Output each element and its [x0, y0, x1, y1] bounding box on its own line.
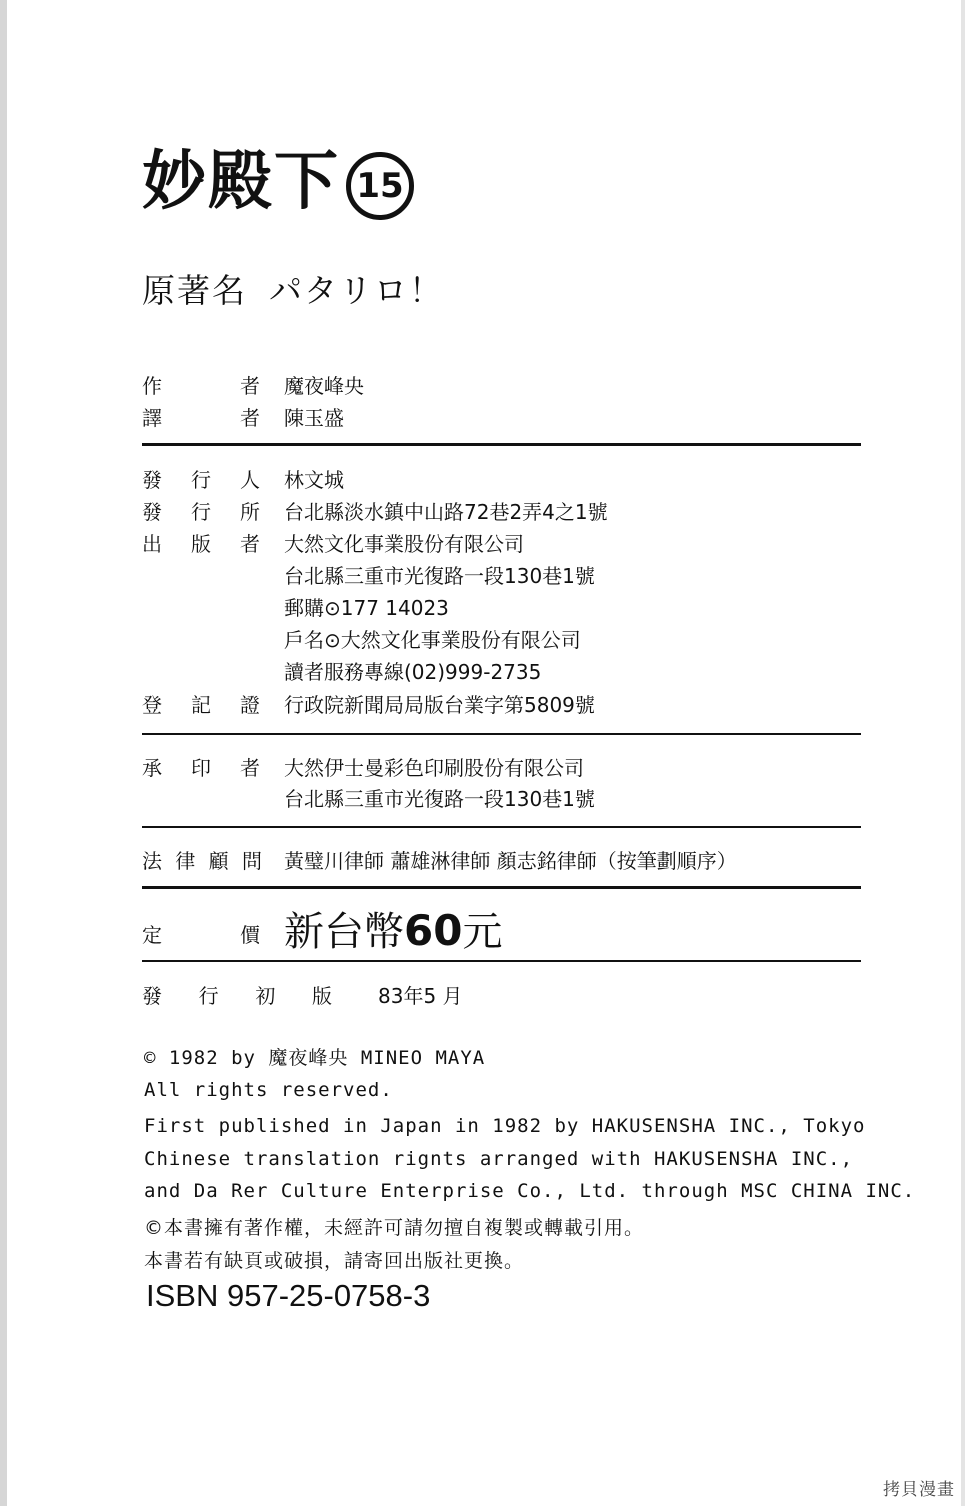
row-label: 登 記 證: [142, 693, 260, 717]
divider: [142, 733, 861, 735]
price-label: 定 價: [142, 923, 260, 947]
credit-label: 譯 者: [142, 406, 260, 430]
divider: [142, 960, 861, 962]
price-value: 新台幣60元: [284, 906, 503, 955]
copyright-line: First published in Japan in 1982 by HAKUSENSHA INC., Tokyo: [144, 1115, 866, 1137]
row-value: 台北縣三重市光復路一段130巷1號: [284, 787, 595, 811]
watermark: 拷貝漫畫: [883, 1480, 955, 1500]
row-value: 大然伊士曼彩色印刷股份有限公司: [284, 756, 584, 780]
row-label: 發 行 人: [142, 468, 260, 492]
original-title-value: パタリロ！: [269, 271, 444, 310]
divider: [142, 443, 861, 446]
row-label: 出 版 者: [142, 532, 260, 556]
rights-note: 本書若有缺頁或破損，請寄回出版社更換。: [144, 1250, 525, 1272]
row-value: 黃璧川律師 蕭雄淋律師 顏志銘律師（按筆劃順序）: [284, 849, 737, 873]
row-value: 林文城: [284, 468, 344, 492]
row-label: 發 行 初 版: [142, 984, 332, 1008]
isbn-number: ISBN 957-25-0758-3: [146, 1278, 431, 1313]
copyright-line: and Da Rer Culture Enterprise Co., Ltd. through MSC CHINA INC.: [144, 1180, 916, 1202]
divider: [142, 886, 861, 889]
row-label: 法 律 顧 問: [142, 849, 262, 873]
row-value: 台北縣三重市光復路一段130巷1號: [284, 564, 595, 588]
rights-note: ©本書擁有著作權，未經許可請勿擅自複製或轉載引用。: [144, 1217, 645, 1239]
row-value: 台北縣淡水鎮中山路72巷2弄4之1號: [284, 500, 608, 524]
row-label: 發 行 所: [142, 500, 260, 524]
divider: [142, 826, 861, 828]
row-value: 戶名⊙大然文化事業股份有限公司: [284, 628, 581, 652]
original-title-label: 原著名: [142, 271, 247, 310]
book-title-text: 妙殿下: [142, 145, 340, 219]
row-value: 讀者服務專線(02)999-2735: [284, 660, 542, 684]
page-edge-shadow-right: [961, 0, 965, 1506]
book-title: [142, 145, 414, 220]
row-value: 郵購⊙177 14023: [284, 596, 449, 620]
original-title: [142, 265, 444, 312]
row-value: 行政院新聞局局版台業字第5809號: [284, 693, 595, 717]
copyright-line: Chinese translation rignts arranged with HAKUSENSHA INC.,: [144, 1148, 854, 1170]
row-label: 承 印 者: [142, 756, 260, 780]
price-row: [142, 905, 861, 957]
page-edge-shadow-left: [0, 0, 7, 1506]
copyright-line: © 1982 by 魔夜峰央 MINEO MAYA: [144, 1047, 486, 1069]
credit-value: 陳玉盛: [284, 406, 344, 430]
credit-value: 魔夜峰央: [284, 374, 364, 398]
volume-number-circle: 15: [346, 152, 414, 220]
credit-label: 作 者: [142, 374, 260, 398]
row-value: 83年5 月: [378, 984, 463, 1008]
row-value: 大然文化事業股份有限公司: [284, 532, 524, 556]
copyright-line: All rights reserved.: [144, 1079, 393, 1101]
